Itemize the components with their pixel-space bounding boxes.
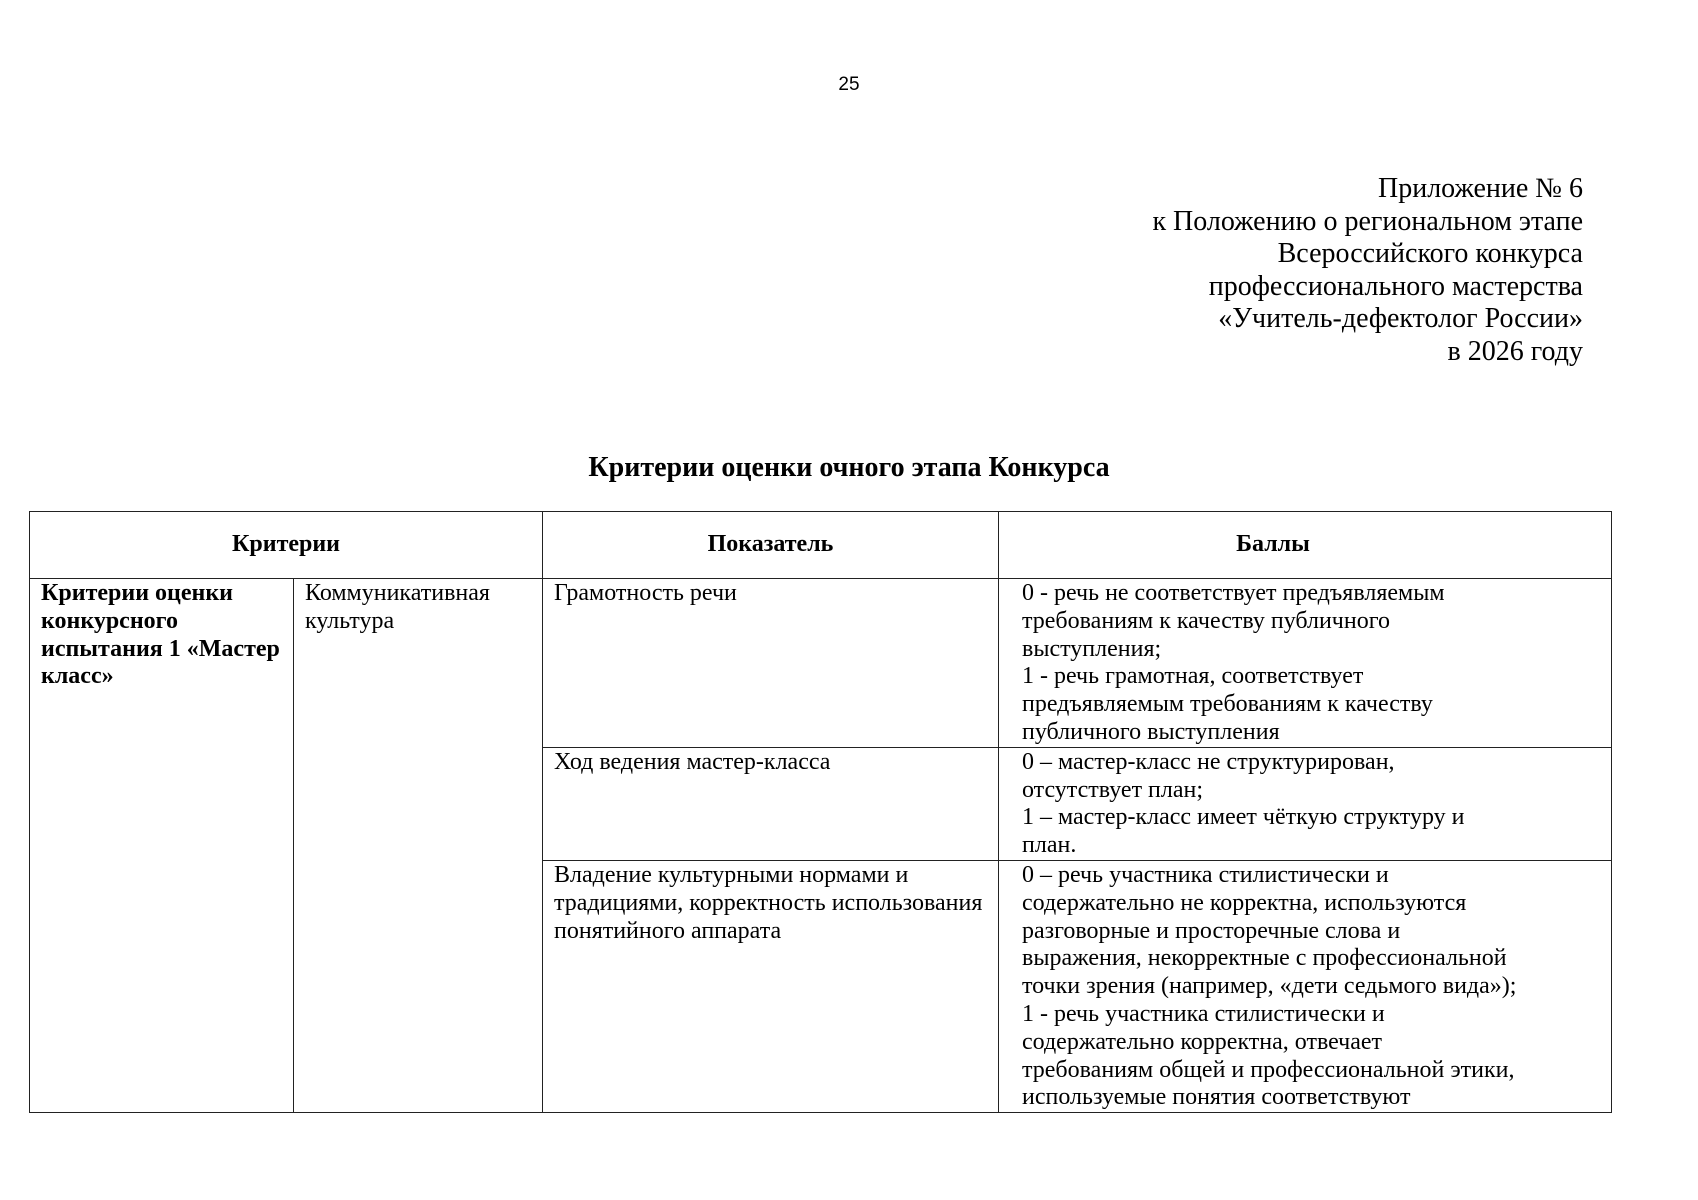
document-title: Критерии оценки очного этапа Конкурса: [588, 452, 1110, 483]
appendix-line: профессионального мастерства: [1208, 270, 1583, 302]
points-line: точки зрения (например, «дети седьмого вида»);: [1022, 973, 1517, 1000]
points-line: публичного выступления: [1022, 718, 1280, 745]
appendix-header: [1152, 173, 1583, 368]
points-line: отсутствует план;: [1022, 776, 1204, 803]
points-cell: [999, 860, 1612, 1112]
appendix-line: Приложение № 6: [1378, 173, 1583, 204]
criteria-table: [29, 511, 1612, 1113]
appendix-line: в 2026 году: [1447, 335, 1583, 367]
points-line: 0 – мастер-класс не структурирован,: [1022, 748, 1395, 775]
indicator-line: понятийного аппарата: [554, 917, 782, 944]
points-line: требованиям общей и профессиональной этики,: [1022, 1056, 1515, 1083]
points-line: 0 – речь участника стилистически и: [1022, 861, 1389, 888]
points-line: содержательно не корректна, используются: [1022, 889, 1467, 916]
points-line: 1 – мастер-класс имеет чёткую структуру и: [1022, 804, 1465, 831]
indicator-cell: [543, 579, 999, 748]
header-criteria: Критерии: [30, 512, 543, 579]
subcriterion-cell: [294, 579, 543, 1113]
header-points: Баллы: [999, 512, 1612, 579]
points-line: 1 - речь участника стилистически и: [1022, 1000, 1385, 1027]
points-line: выступления;: [1022, 635, 1162, 662]
points-line: содержательно корректна, отвечает: [1022, 1028, 1383, 1055]
page-number: 25: [838, 74, 860, 95]
indicator-line: Владение культурными нормами и: [554, 861, 909, 888]
subcriterion-line: Коммуникативная: [305, 580, 490, 606]
points-line: разговорные и просторечные слова и: [1022, 917, 1401, 944]
points-line: 1 - речь грамотная, соответствует: [1022, 663, 1364, 690]
header-indicator: Показатель: [543, 512, 999, 579]
points-line: план.: [1022, 832, 1077, 859]
criterion-line: Критерии оценки: [41, 580, 233, 606]
points-cell: [999, 579, 1612, 748]
criterion-line: конкурсного: [41, 607, 178, 634]
appendix-line: к Положению о региональном этапе: [1152, 205, 1583, 237]
criterion-line: класс»: [41, 663, 114, 690]
points-cell: [999, 747, 1612, 860]
points-line: 0 - речь не соответствует предъявляемым: [1022, 580, 1445, 606]
indicator-line: традициями, корректность использования: [554, 889, 983, 916]
indicator-line: Ход ведения мастер-класса: [554, 748, 831, 775]
table-header-row: [30, 512, 1612, 579]
points-line: предъявляемым требованиям к качеству: [1022, 691, 1433, 718]
subcriterion-line: культура: [305, 607, 395, 634]
indicator-line: Грамотность речи: [554, 580, 737, 606]
appendix-line: «Учитель-дефектолог России»: [1218, 303, 1583, 334]
criterion-line: испытания 1 «Мастер: [41, 635, 280, 662]
appendix-line: Всероссийского конкурса: [1277, 238, 1583, 269]
indicator-cell: [543, 860, 999, 1112]
points-line: требованиям к качеству публичного: [1022, 607, 1390, 634]
points-line: выражения, некорректные с профессиональной: [1022, 945, 1507, 972]
criterion-cell: [30, 579, 294, 1113]
points-line: используемые понятия соответствуют: [1022, 1084, 1411, 1111]
indicator-cell: [543, 747, 999, 860]
table-row: [30, 579, 1612, 748]
